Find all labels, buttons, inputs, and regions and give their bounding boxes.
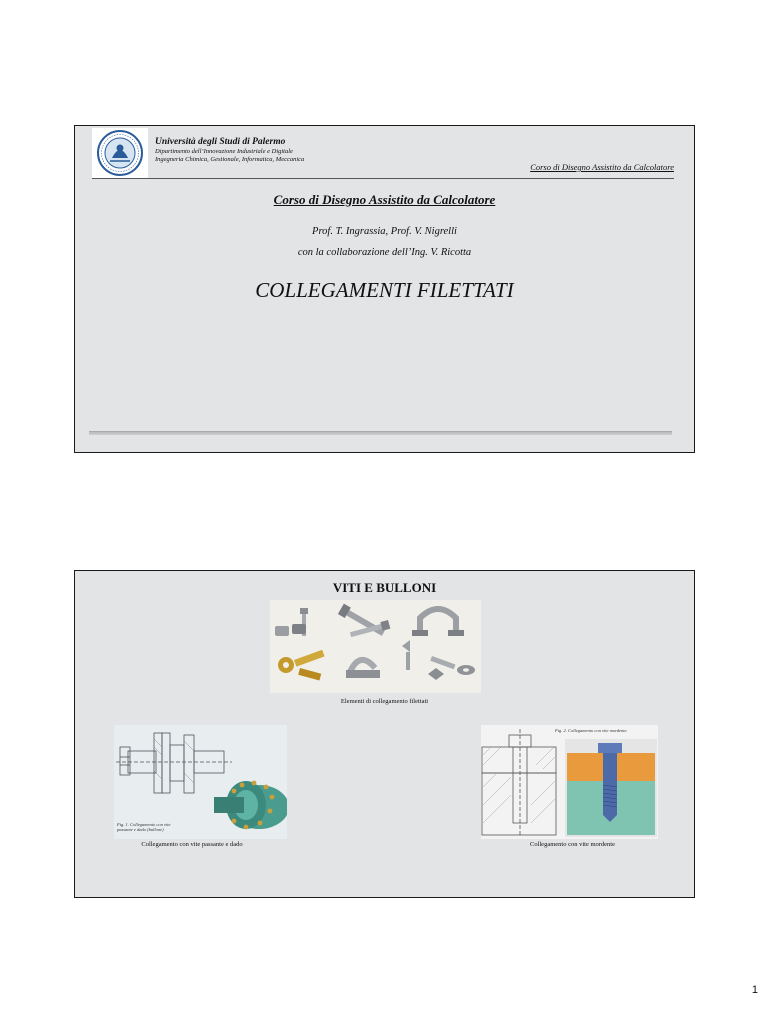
fasteners-photo [270,600,481,693]
header-divider [92,178,674,179]
tap-bolt-figure [481,725,658,839]
professors: Prof. T. Ingrassia, Prof. V. Nigrelli [312,226,457,237]
photo-caption: Elementi di collegamento filettati [340,698,429,705]
tap-bolt-caption: Collegamento con vite mordente [529,841,616,848]
collaboration-line: con la collaborazione dell’Ing. V. Ricotta [297,247,472,258]
footer-divider [89,431,672,435]
figure-2-inner-caption: Fig. 2. Collegamento con vite mordente. [555,728,628,733]
course-title: Corso di Disegno Assistito da Calcolatore [273,192,496,207]
through-bolt-figure [114,725,287,839]
university-name: Università degli Studi di Palermo [155,137,286,147]
through-bolt-caption: Collegamento con vite passante e dado [141,841,243,848]
department-line-2: Ingegneria Chimica, Gestionale, Informatica, Meccanica [155,156,305,163]
university-seal-logo [92,128,148,178]
slide-title: VITI E BULLONI [332,580,437,595]
figure-1-inner-caption: Fig. 1. Collegamento con vite passante e dado (bullone) [117,822,171,832]
screws-and-bolts-slide [74,570,695,898]
title-slide [74,125,695,453]
header-course-name: Corso di Disegno Assistito da Calcolatore [530,162,674,172]
university-header [155,136,304,164]
department-line-1: Dipartimento dell’Innovazione Industriale e Digitale [155,148,293,155]
main-title: COLLEGAMENTI FILETTATI [255,278,514,302]
page-number: 1 [751,984,758,996]
